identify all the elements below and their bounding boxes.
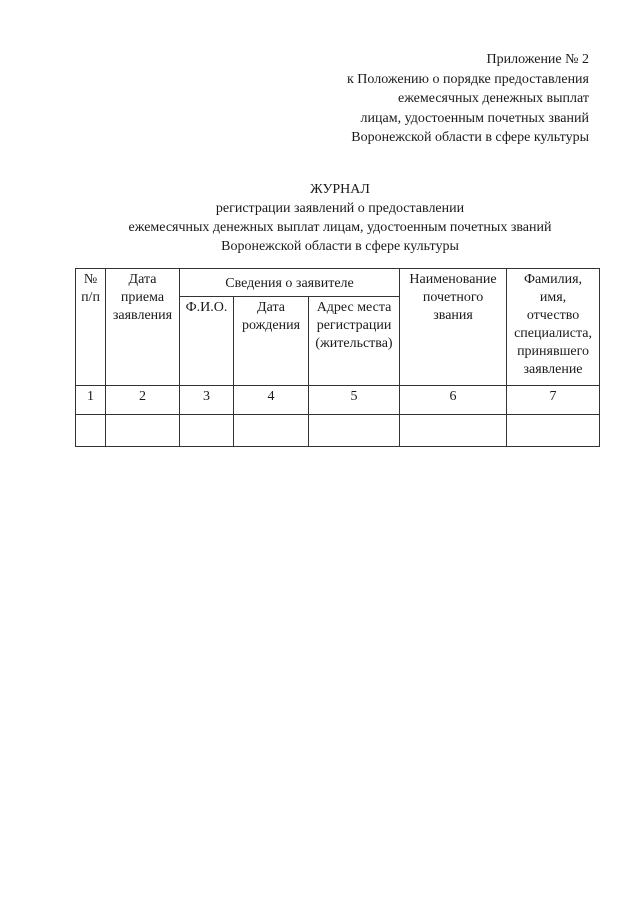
empty-cell: [106, 415, 180, 447]
appendix-line: ежемесячных денежных выплат: [397, 91, 589, 106]
header-text: почетного: [422, 290, 484, 305]
header-text: Дата: [128, 272, 157, 287]
column-number: 1: [76, 386, 106, 415]
registration-journal-table: [75, 268, 600, 447]
appendix-line: Приложение № 2: [486, 52, 589, 67]
header-text: (жительства): [315, 336, 393, 352]
header-text: заявления: [112, 308, 173, 323]
header-fio: [180, 297, 234, 386]
table-header-row: [76, 269, 600, 297]
appendix-line: лицам, удостоенным почетных званий: [360, 110, 589, 126]
column-number: 6: [400, 386, 507, 415]
header-text: Наименование: [409, 272, 497, 287]
header-text: Дата: [257, 300, 285, 316]
header-text: отчество: [526, 308, 580, 323]
header-text: регистрации: [316, 318, 392, 334]
appendix-line: Воронежской области в сфере культуры: [351, 130, 589, 145]
column-number: 5: [309, 386, 400, 415]
document-subtitle-line: регистрации заявлений о предоставлении: [215, 201, 465, 216]
column-number: 2: [106, 386, 180, 415]
header-text: специалиста,: [514, 326, 592, 341]
column-number: 7: [507, 386, 600, 415]
header-text: п/п: [81, 290, 100, 305]
header-honorary-title: [400, 269, 507, 386]
column-number: 3: [180, 386, 234, 415]
header-text: звания: [433, 308, 473, 323]
header-specialist-name: [507, 269, 600, 386]
header-text: рождения: [241, 318, 301, 334]
empty-cell: [76, 415, 106, 447]
header-registration-address: [309, 297, 400, 386]
appendix-header: [347, 50, 589, 148]
document-subtitle-line: Воронежской области в сфере культуры: [221, 239, 459, 254]
empty-cell: [309, 415, 400, 447]
empty-cell: [234, 415, 309, 447]
empty-cell: [400, 415, 507, 447]
table-row: [76, 415, 600, 447]
header-text: Ф.И.О.: [185, 300, 228, 316]
header-applicant-info: Сведения о заявителе: [180, 269, 400, 297]
header-birth-date: [234, 297, 309, 386]
header-application-date: [106, 269, 180, 386]
header-text: Фамилия,: [524, 272, 583, 287]
header-text: заявление: [523, 362, 583, 377]
empty-cell: [507, 415, 600, 447]
header-number: [76, 269, 106, 386]
header-text: принявшего: [517, 344, 589, 359]
document-subtitle-line: ежемесячных денежных выплат лицам, удостоенным почетных званий: [128, 220, 552, 235]
empty-cell: [180, 415, 234, 447]
column-number: 4: [234, 386, 309, 415]
appendix-line: к Положению о порядке предоставления: [347, 71, 589, 87]
header-text: приема: [120, 290, 165, 305]
table-column-number-row: [76, 386, 600, 415]
header-text: Адрес места: [316, 300, 392, 316]
header-text: имя,: [539, 290, 567, 305]
document-title: ЖУРНАЛ: [310, 182, 370, 197]
document-heading: [100, 180, 580, 256]
header-text: №: [83, 272, 98, 287]
